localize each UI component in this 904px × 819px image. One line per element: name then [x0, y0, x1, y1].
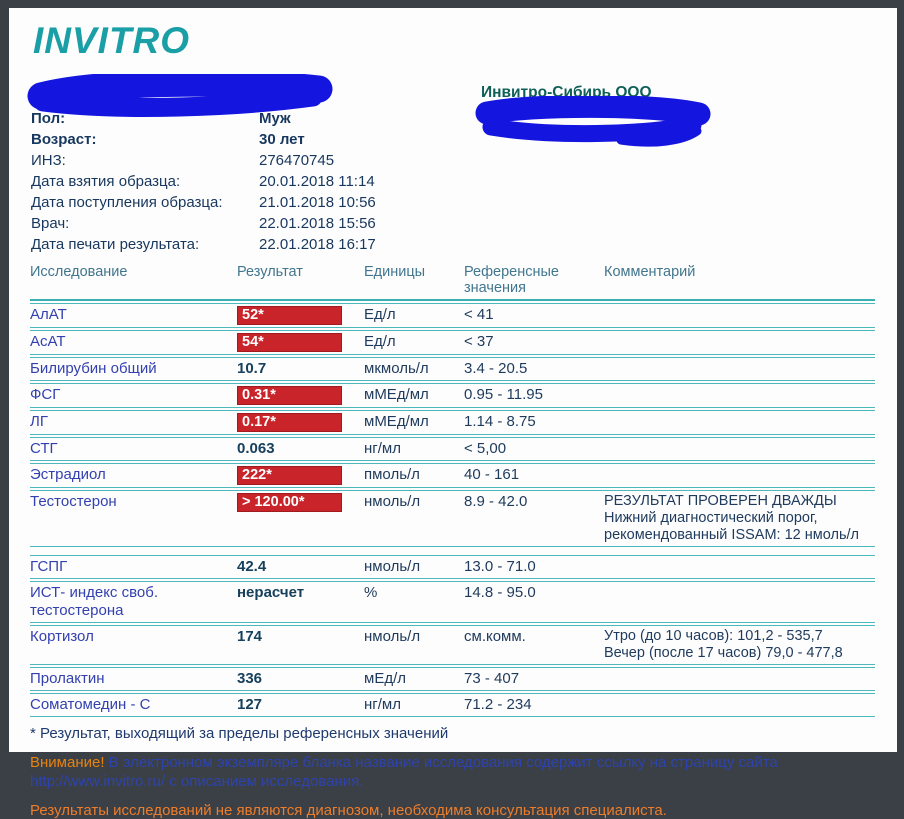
test-name: ЛГ: [30, 413, 48, 430]
results-table: [30, 264, 875, 717]
patient-info-label: Дата печати результата:: [31, 236, 200, 253]
patient-info-label: Врач:: [31, 215, 70, 232]
flagged-result-value: 222*: [237, 466, 342, 485]
flagged-result-value: 0.31*: [237, 386, 342, 405]
reference-range: 73 - 407: [464, 670, 520, 687]
units: мкмоль/л: [364, 360, 429, 377]
result-value: 0.063: [237, 440, 275, 457]
invitro-logo: INVITRO: [33, 20, 191, 61]
result-value: нерасчет: [237, 584, 305, 601]
test-name: ИСТ- индекс своб. тестостерона: [30, 584, 158, 619]
reference-range: 71.2 - 234: [464, 696, 532, 713]
patient-info-value: 276470745: [259, 152, 335, 169]
result-row: [30, 303, 875, 328]
patient-info-row: [31, 150, 376, 171]
reference-range: 13.0 - 71.0: [464, 558, 536, 575]
units: нмоль/л: [364, 628, 421, 645]
result-row: [30, 625, 875, 665]
units: нг/мл: [364, 696, 401, 713]
reference-range: 3.4 - 20.5: [464, 360, 528, 377]
patient-info-row: [31, 213, 376, 234]
result-row: [30, 581, 875, 623]
result-cell: [237, 696, 364, 714]
report-footer: [30, 725, 875, 819]
test-name: Билирубин общий: [30, 360, 157, 377]
report-header: [9, 8, 897, 258]
result-row: [30, 490, 875, 547]
flagged-result-value: 52*: [237, 306, 342, 325]
test-name: Пролактин: [30, 670, 105, 687]
column-header-test: Исследование: [30, 264, 128, 280]
result-row: [30, 555, 875, 579]
result-cell: [237, 333, 364, 352]
comment-line: Нижний диагностический порог,: [604, 510, 818, 526]
comment-cell: [604, 493, 875, 544]
reference-range: см.комм.: [464, 628, 526, 645]
result-value: 42.4: [237, 558, 267, 575]
comment-line: рекомендованный ISSAM: 12 нмоль/л: [604, 527, 859, 543]
flagged-result-value: 54*: [237, 333, 342, 352]
results-table-header: [30, 264, 875, 301]
result-row: [30, 330, 875, 355]
result-value: 127: [237, 696, 263, 713]
units: пмоль/л: [364, 466, 420, 483]
lab-report-page: [9, 8, 897, 819]
out-of-range-footnote: * Результат, выходящий за пределы референсных значений: [30, 725, 449, 742]
patient-info-value: 21.01.2018 10:56: [259, 194, 376, 211]
test-name: ФСГ: [30, 386, 61, 403]
comment-cell: [604, 628, 875, 662]
not-a-diagnosis-disclaimer: Результаты исследований не являются диагнозом, необходима консультация специалиста.: [30, 802, 667, 819]
units: %: [364, 584, 378, 601]
result-row: [30, 410, 875, 435]
result-row: [30, 693, 875, 717]
result-cell: [237, 386, 364, 405]
result-cell: [237, 670, 364, 688]
test-name: Тестостерон: [30, 493, 117, 510]
results-table-body: [30, 303, 875, 717]
patient-info-value: 20.01.2018 11:14: [259, 173, 375, 190]
patient-info-label: Дата взятия образца:: [31, 173, 181, 190]
comment-line: Утро (до 10 часов): 101,2 - 535,7: [604, 628, 823, 644]
result-value: 336: [237, 670, 263, 687]
result-cell: [237, 440, 364, 458]
test-name: АсАТ: [30, 333, 66, 350]
units: Ед/л: [364, 306, 396, 323]
reference-range: 0.95 - 11.95: [464, 386, 543, 403]
result-row: [30, 463, 875, 488]
column-header-units: Единицы: [364, 264, 426, 280]
test-name: АлАТ: [30, 306, 67, 323]
units: мМЕд/мл: [364, 386, 429, 403]
patient-info-value: Муж: [259, 110, 291, 127]
test-name: Соматомедин - С: [30, 696, 151, 713]
column-header-comment: Комментарий: [604, 264, 696, 280]
flagged-result-value: 0.17*: [237, 413, 342, 432]
result-cell: [237, 306, 364, 325]
reference-range: 8.9 - 42.0: [464, 493, 528, 510]
result-cell: [237, 493, 364, 512]
result-value: 174: [237, 628, 263, 645]
units: мЕд/л: [364, 670, 406, 687]
patient-info-row: [31, 171, 376, 192]
column-header-result: Результат: [237, 264, 303, 280]
result-row: [30, 437, 875, 461]
units: нмоль/л: [364, 558, 421, 575]
reference-range: < 41: [464, 306, 494, 323]
reference-range: 40 - 161: [464, 466, 520, 483]
result-cell: [237, 628, 364, 646]
test-name: ГСПГ: [30, 558, 68, 575]
result-cell: [237, 466, 364, 485]
reference-range: 1.14 - 8.75: [464, 413, 536, 430]
patient-info-label: Дата поступления образца:: [31, 194, 223, 211]
result-cell: [237, 413, 364, 432]
result-row: [30, 383, 875, 408]
notice-text: В электронном экземпляре бланка название исследования содержит ссылку на страницу сайта http://www.invitro.ru/ с описанием исследования.: [30, 754, 778, 790]
result-row: [30, 667, 875, 691]
units: Ед/л: [364, 333, 396, 350]
result-cell: [237, 558, 364, 576]
patient-info-label: Возраст:: [31, 131, 97, 148]
test-name: Эстрадиол: [30, 466, 106, 483]
redacted-clinic-address-scribble: [471, 96, 719, 152]
patient-info-label: ИНЗ:: [31, 152, 66, 169]
patient-info-block: [31, 108, 376, 255]
patient-info-row: [31, 108, 376, 129]
patient-info-row: [31, 129, 376, 150]
result-row: [30, 357, 875, 381]
patient-info-row: [31, 192, 376, 213]
patient-info-label: Пол:: [31, 110, 66, 127]
clinic-org-name: Инвитро-Сибирь ООО: [481, 84, 652, 101]
result-cell: [237, 360, 364, 378]
column-header-reference: Референсные значения: [464, 264, 559, 296]
comment-line: РЕЗУЛЬТАТ ПРОВЕРЕН ДВАЖДЫ: [604, 493, 837, 509]
patient-info-value: 22.01.2018 16:17: [259, 236, 376, 253]
electronic-form-notice: [30, 753, 875, 791]
units: нмоль/л: [364, 493, 421, 510]
comment-line: Вечер (после 17 часов) 79,0 - 477,8: [604, 645, 843, 661]
units: нг/мл: [364, 440, 401, 457]
reference-range: < 37: [464, 333, 494, 350]
units: мМЕд/мл: [364, 413, 429, 430]
attention-label: Внимание!: [30, 754, 105, 771]
test-name: СТГ: [30, 440, 58, 457]
reference-range: 14.8 - 95.0: [464, 584, 536, 601]
result-cell: [237, 584, 364, 602]
result-value: 10.7: [237, 360, 267, 377]
test-name: Кортизол: [30, 628, 94, 645]
patient-info-row: [31, 234, 376, 255]
patient-info-value: 30 лет: [259, 131, 305, 148]
flagged-result-value: > 120.00*: [237, 493, 342, 512]
patient-info-value: 22.01.2018 15:56: [259, 215, 376, 232]
reference-range: < 5,00: [464, 440, 507, 457]
